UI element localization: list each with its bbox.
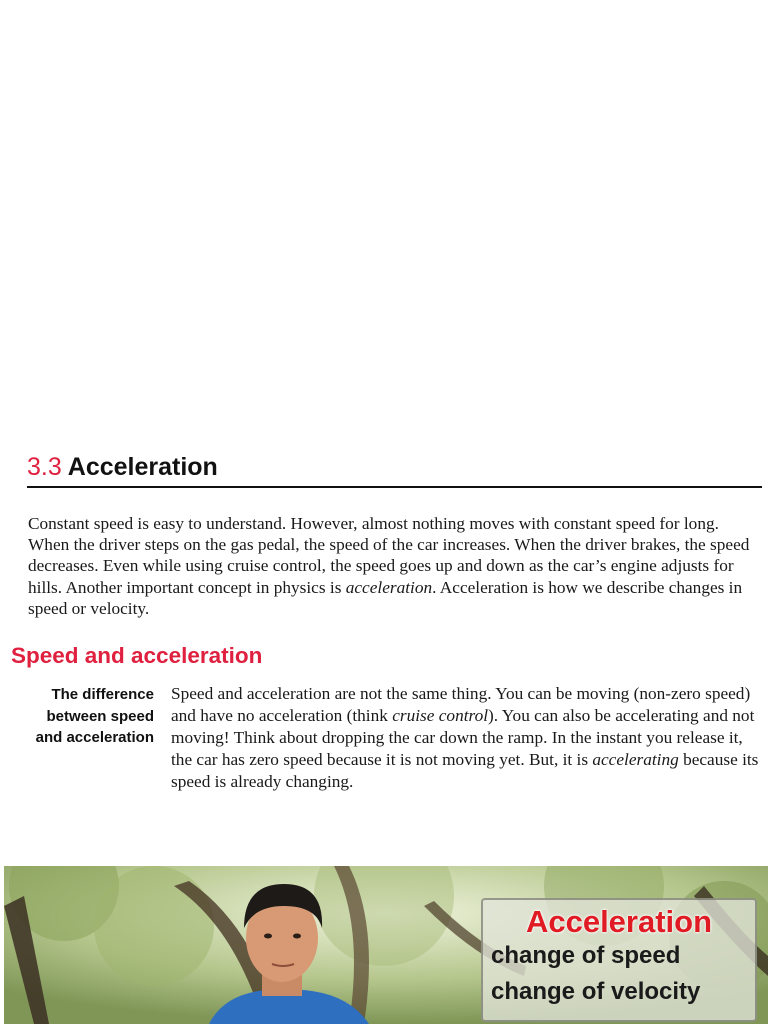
intro-text-start: Constant speed is easy to understand. However, almost nothing moves with constant speed for long. When the driver steps on the gas pedal, the speed of the car increases. When the driver brakes, the speed decreases. Even while using cruise control, the speed goes up and down as the car’s engine adjusts for hills. Another important concept in physics is — [28, 514, 750, 597]
section-number: 3.3 — [27, 453, 62, 481]
body-emphasis: accelerating — [592, 749, 679, 769]
body-emphasis: cruise control — [392, 705, 489, 725]
margin-note-line: The difference — [51, 686, 154, 703]
overlay-line: change of velocity — [491, 978, 701, 1005]
body-text: Speed and acceleration are not the same thing. You can be moving (non-zero speed) and have no acceleration (think — [171, 684, 751, 725]
subheading: Speed and acceleration — [11, 643, 263, 668]
margin-note-line: between speed — [46, 707, 154, 725]
intro-text-end: . Acceleration is how we describe changes in speed or velocity. — [28, 577, 743, 618]
overlay-line: change of speed — [491, 942, 681, 969]
intro-paragraph — [28, 513, 763, 619]
body-paragraph — [171, 683, 761, 793]
video-caption-overlay — [481, 898, 757, 1022]
section-title: Acceleration — [67, 453, 218, 481]
body-text: ). You can also be accelerating and not moving! Think about dropping the car down the ramp. In the instant you release it, the car has zero speed because it is not moving yet. But, it is — [171, 705, 755, 769]
intro-emphasis: acceleration — [345, 577, 433, 597]
section-heading — [27, 450, 762, 488]
overlay-title: Acceleration — [525, 904, 713, 939]
margin-note-line: and acceleration — [35, 729, 154, 746]
margin-note — [8, 684, 154, 749]
body-text: because its speed is already changing. — [171, 749, 759, 791]
